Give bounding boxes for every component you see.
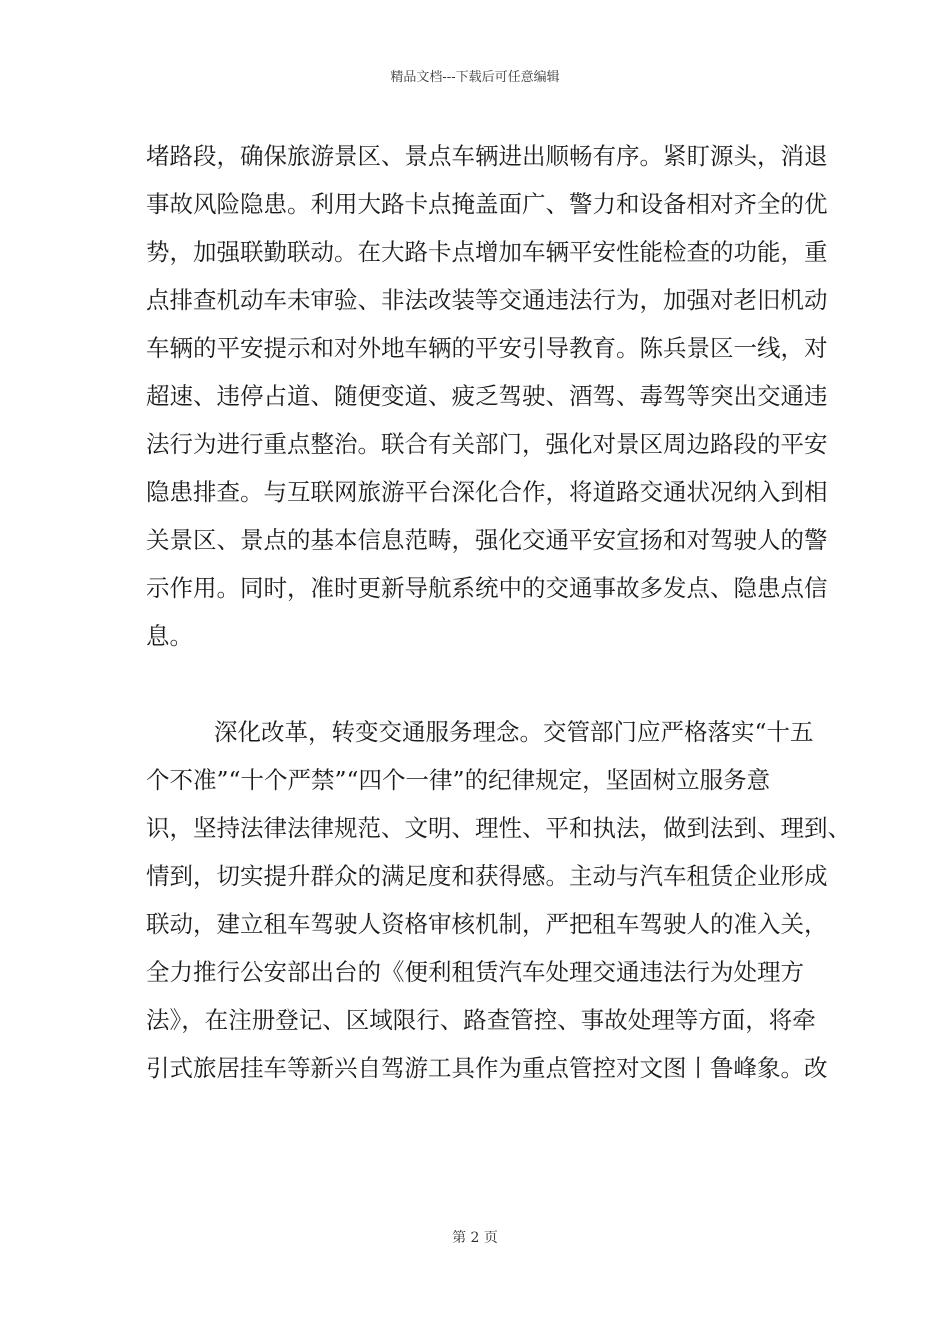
- text-line: 势，加强联勤联动。在大路卡点增加车辆平安性能检查的功能，重: [146, 238, 828, 266]
- text-line: 情到，切实提升群众的满足度和获得感。主动与汽车租赁企业形成: [146, 862, 828, 890]
- text-line: 示作用。同时，准时更新导航系统中的交通事故多发点、隐患点信: [146, 574, 828, 602]
- text-line: 引式旅居挂车等新兴自驾游工具作为重点管控对文图丨鲁峰象。改: [146, 1054, 828, 1082]
- text-line: 全力推行公安部出台的《便利租赁汽车处理交通违法行为处理方: [146, 958, 804, 986]
- text-line: 识，坚持法律法律规范、文明、理性、平和执法，做到法到、理到、: [146, 814, 851, 842]
- text-line: 点排查机动车未审验、非法改装等交通违法行为，加强对老旧机动: [146, 286, 828, 314]
- text-line: 超速、违停占道、随便变道、疲乏驾驶、酒驾、毒驾等突出交通违: [146, 382, 828, 410]
- text-line: 深化改革，转变交通服务理念。交管部门应严格落实“十五: [214, 718, 814, 746]
- text-line: 堵路段，确保旅游景区、景点车辆进出顺畅有序。紧盯源头，消退: [146, 142, 828, 170]
- text-line: 车辆的平安提示和对外地车辆的平安引导教育。陈兵景区一线，对: [146, 334, 828, 362]
- text-line: 联动，建立租车驾驶人资格审核机制，严把租车驾驶人的准入关，: [146, 910, 828, 938]
- text-line: 隐患排查。与互联网旅游平台深化合作，将道路交通状况纳入到相: [146, 478, 828, 506]
- text-line: 法行为进行重点整治。联合有关部门，强化对景区周边路段的平安: [146, 430, 828, 458]
- page-header: 精品文档---下载后可任意编辑: [390, 70, 560, 85]
- page-number: 第 2 页: [452, 1230, 498, 1246]
- text-line: 法》，在注册登记、区域限行、路查管控、事故处理等方面，将牵: [146, 1006, 816, 1034]
- document-body: [146, 132, 851, 1092]
- paragraph: [146, 708, 851, 1092]
- paragraph-spacer: [146, 660, 826, 708]
- text-line: 息。: [146, 622, 193, 650]
- text-line: 个不准”“十个严禁”“四个一律”的纪律规定，坚固树立服务意: [146, 766, 771, 794]
- paragraph: [146, 132, 826, 660]
- text-line: 事故风险隐患。利用大路卡点掩盖面广、警力和设备相对齐全的优: [146, 190, 828, 218]
- text-line: 关景区、景点的基本信息范畴，强化交通平安宣扬和对驾驶人的警: [146, 526, 828, 554]
